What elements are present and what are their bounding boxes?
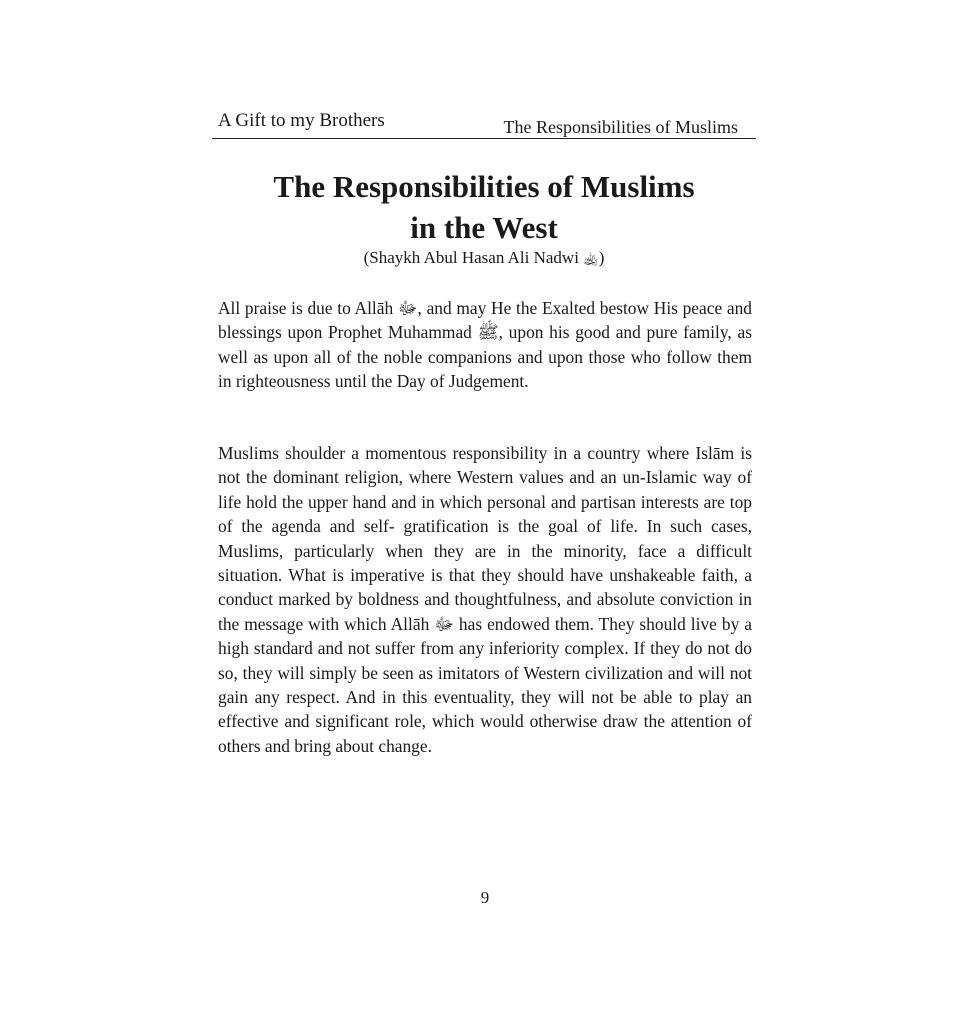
- running-header: [212, 108, 756, 139]
- author-byline: (Shaykh Abul Hasan Ali Nadwi ﵀): [363, 248, 605, 267]
- chapter-title-header: The Responsibilities of Muslims: [503, 117, 738, 137]
- paragraph-1: All praise is due to Allāh ﷻ, and may He the Exalted bestow His peace and blessings upon Prophet Muhammad ﷺ, upon his good and pure family, as well as upon all of the noble companions and upon those who follow them in righteousness until the Day of Judgement.: [218, 298, 752, 392]
- page-number: 9: [480, 888, 490, 907]
- chapter-title-line-1: The Responsibilities of Muslims: [273, 169, 695, 204]
- paragraph-2: Muslims shoulder a momentous responsibility in a country where Islām is not the dominant religion, where Western values and an un-Islamic way of life hold the upper hand and in which personal and partisan interests are top of the agenda and self- gratification is the goal of life. In such cases, Muslims, particularly when they are in the minority, face a difficult situation. What is imperative is that they should have unshakeable faith, a conduct marked by boldness and thoughtfulness, and absolute conviction in the message with which Allāh ﷻ has endowed them. They should live by a high standard and not suffer from any inferiority complex. If they do not do so, they will simply be seen as imitators of Western civilization and will not gain any respect. And in this eventuality, they will not be able to play an effective and significant role, which would otherwise draw the attention of others and bring about change.: [218, 443, 752, 756]
- chapter-title-line-2: in the West: [410, 210, 558, 245]
- book-title-header: A Gift to my Brothers: [218, 110, 385, 131]
- chapter-title: [212, 166, 756, 248]
